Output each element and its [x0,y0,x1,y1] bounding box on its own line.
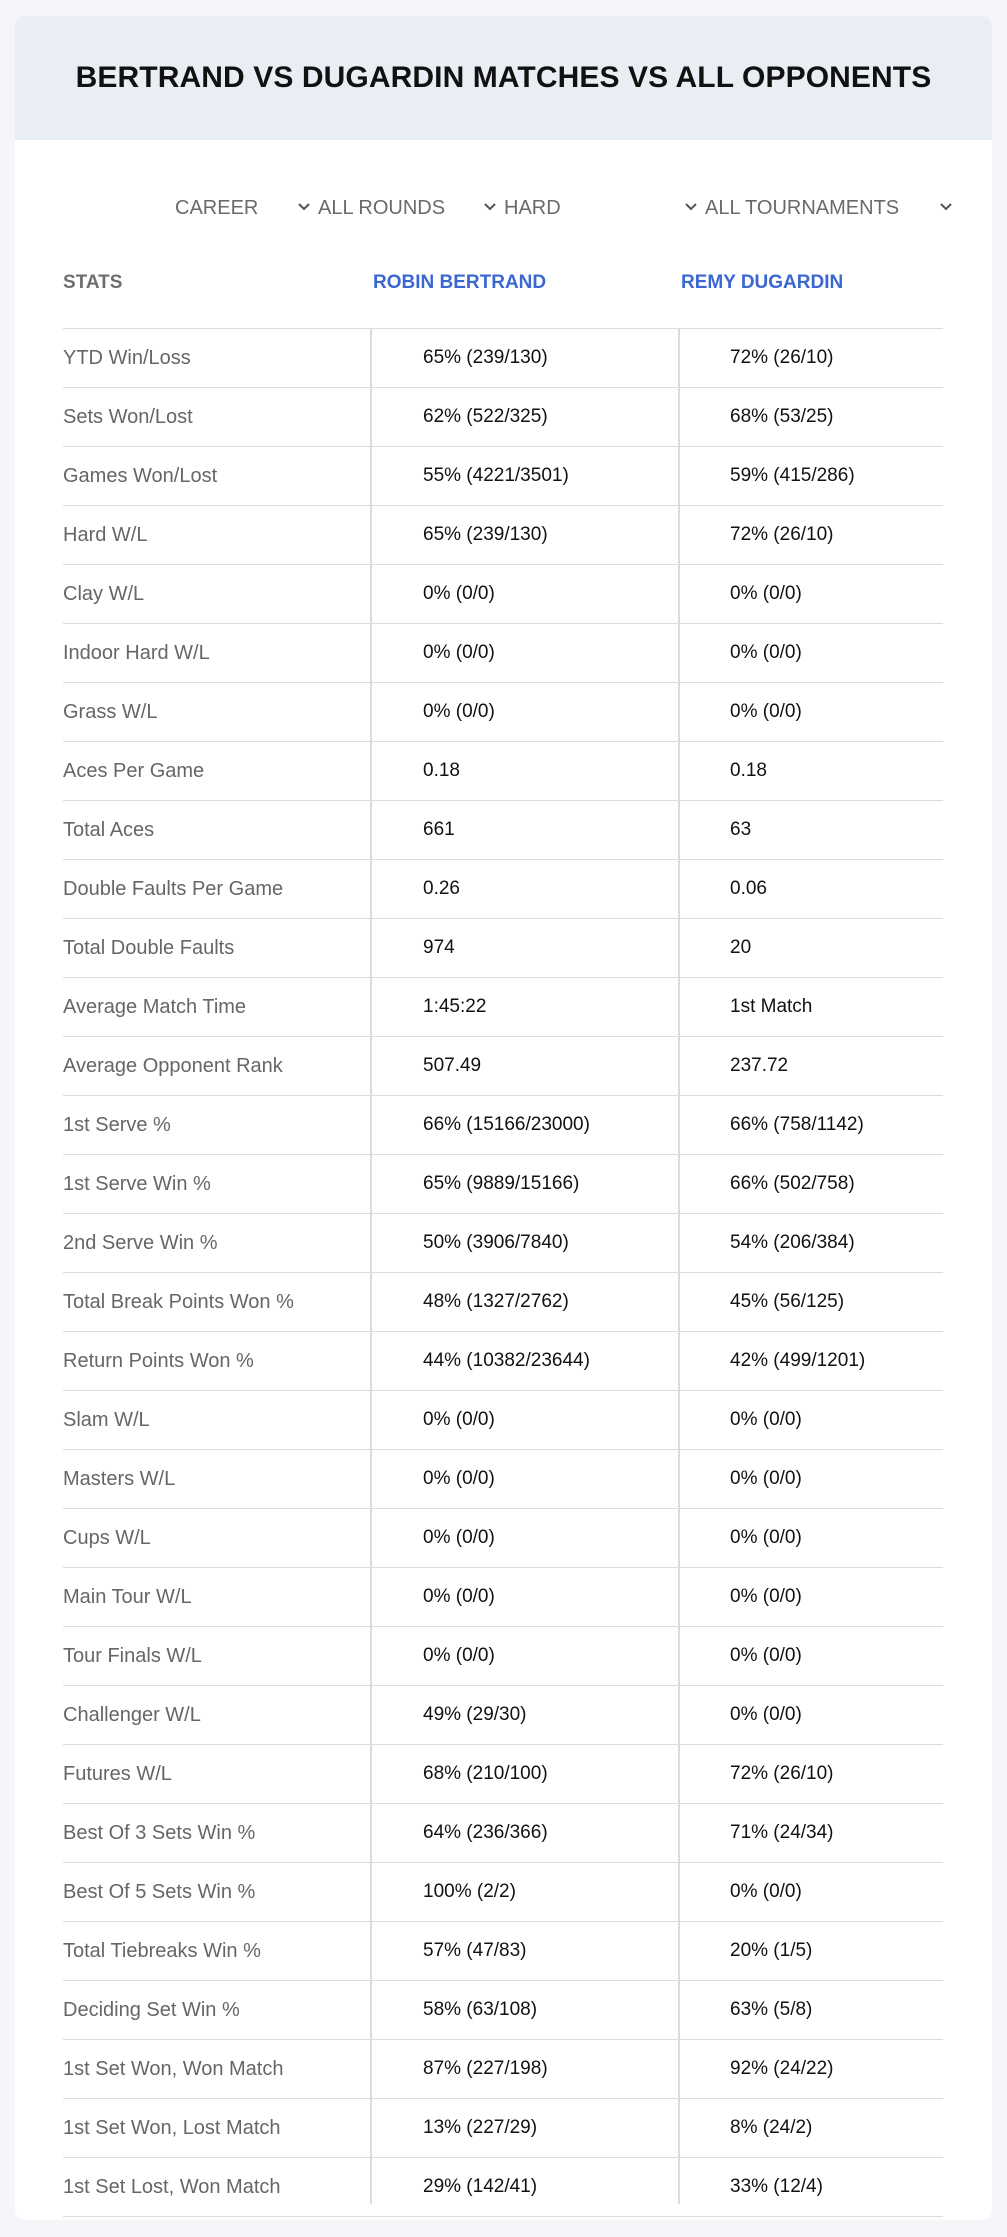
table-row [63,860,943,919]
stat-label: 1st Set Lost, Won Match [63,2176,281,2198]
player1-value: 0% (0/0) [423,1586,495,1607]
player1-value: 0% (0/0) [423,1527,495,1548]
table-row [63,1981,943,2040]
player1-value: 55% (4221/3501) [423,465,569,486]
table-row [63,1804,943,1863]
surface-select-value: HARD [504,196,561,219]
table-row [63,1568,943,1627]
player2-value: 0% (0/0) [730,1586,802,1607]
chevron-down-icon [295,198,313,216]
player2-value: 72% (26/10) [730,1763,834,1784]
table-row [63,2099,943,2158]
player2-column-header[interactable]: REMY DUGARDIN [681,272,844,293]
player2-value: 1st Match [730,996,813,1017]
player1-value: 57% (47/83) [423,1940,527,1961]
player1-value: 0.18 [423,760,460,781]
table-row [63,1627,943,1686]
player1-value: 29% (142/41) [423,2176,538,2197]
table-row [63,388,943,447]
stat-label: Main Tour W/L [63,1586,192,1608]
player2-value: 63% (5/8) [730,1999,813,2020]
player1-value: 100% (2/2) [423,1881,516,1902]
table-row [63,801,943,860]
player2-value: 54% (206/384) [730,1232,855,1253]
player2-value: 63 [730,819,752,840]
player1-value: 87% (227/198) [423,2058,548,2079]
stats-table [63,252,943,2217]
round-select[interactable] [318,188,503,228]
player1-value: 1:45:22 [423,996,487,1017]
stat-label: Aces Per Game [63,760,205,782]
player2-value: 0.06 [730,878,767,899]
table-row [63,742,943,801]
table-row [63,1155,943,1214]
player2-value: 42% (499/1201) [730,1350,866,1371]
period-select[interactable] [175,188,315,228]
player2-value: 0% (0/0) [730,701,802,722]
table-row [63,2040,943,2099]
table-row [63,506,943,565]
player1-value: 0% (0/0) [423,1645,495,1666]
stat-label: Masters W/L [63,1468,176,1490]
table-row [63,447,943,506]
stats-card [15,16,992,2220]
player1-value: 62% (522/325) [423,406,548,427]
chevron-down-icon [937,198,955,216]
chevron-down-icon [481,198,499,216]
stat-label: Challenger W/L [63,1704,201,1726]
player1-value: 65% (9889/15166) [423,1173,580,1194]
stat-label: 1st Serve % [63,1114,171,1136]
table-row [63,1863,943,1922]
player2-value: 237.72 [730,1055,789,1076]
table-row [63,919,943,978]
stat-label: Grass W/L [63,701,158,723]
player2-value: 45% (56/125) [730,1291,845,1312]
player2-value: 33% (12/4) [730,2176,823,2197]
player2-value: 0% (0/0) [730,642,802,663]
chevron-down-icon [682,198,700,216]
player2-value: 0% (0/0) [730,1409,802,1430]
player1-value: 64% (236/366) [423,1822,548,1843]
table-header [63,252,943,329]
stat-label: Indoor Hard W/L [63,642,210,664]
player2-value: 71% (24/34) [730,1822,834,1843]
stat-label: Cups W/L [63,1527,151,1549]
page-header [15,16,992,140]
stat-label: Best Of 3 Sets Win % [63,1822,256,1844]
stat-label: Total Double Faults [63,937,235,959]
player2-value: 8% (24/2) [730,2117,813,2138]
table-row [63,1273,943,1332]
player1-value: 49% (29/30) [423,1704,527,1725]
player1-value: 507.49 [423,1055,482,1076]
player2-value: 0% (0/0) [730,1468,802,1489]
player2-value: 72% (26/10) [730,347,834,368]
player1-value: 0% (0/0) [423,1409,495,1430]
player1-value: 0% (0/0) [423,583,495,604]
surface-select[interactable] [504,188,704,228]
stat-label: YTD Win/Loss [63,347,191,369]
stat-label: Average Match Time [63,996,247,1018]
player2-value: 20 [730,937,752,958]
player2-value: 68% (53/25) [730,406,834,427]
table-body [63,329,943,2217]
player2-value: 72% (26/10) [730,524,834,545]
player1-value: 50% (3906/7840) [423,1232,569,1253]
player2-value: 0% (0/0) [730,1527,802,1548]
table-row [63,1745,943,1804]
player1-value: 0% (0/0) [423,642,495,663]
player2-value: 20% (1/5) [730,1940,813,1961]
player2-value: 0.18 [730,760,767,781]
table-row [63,624,943,683]
table-row [63,683,943,742]
player1-value: 0.26 [423,878,460,899]
stat-label: Average Opponent Rank [63,1055,283,1077]
stat-label: Total Break Points Won % [63,1291,294,1313]
stat-label: Return Points Won % [63,1350,254,1372]
player1-value: 0% (0/0) [423,1468,495,1489]
player1-value: 661 [423,819,455,840]
player1-value: 44% (10382/23644) [423,1350,590,1371]
stat-label: Tour Finals W/L [63,1645,202,1667]
stat-label: Hard W/L [63,524,148,546]
round-select-value: ALL ROUNDS [318,196,446,219]
table-row [63,1450,943,1509]
tournament-select-value: ALL TOURNAMENTS [705,196,900,219]
stat-label: Total Tiebreaks Win % [63,1940,261,1962]
stat-label: Double Faults Per Game [63,878,284,900]
player1-value: 65% (239/130) [423,347,548,368]
stat-label: Total Aces [63,819,155,841]
stat-label: Best Of 5 Sets Win % [63,1881,256,1903]
player1-value: 13% (227/29) [423,2117,538,2138]
stat-label: Futures W/L [63,1763,172,1785]
player1-value: 68% (210/100) [423,1763,548,1784]
tournament-select[interactable] [705,188,963,228]
table-row [63,1214,943,1273]
table-row [63,2158,943,2217]
stat-label: 2nd Serve Win % [63,1232,218,1254]
table-row [63,1332,943,1391]
stat-label: 1st Set Won, Won Match [63,2058,284,2080]
player2-value: 66% (502/758) [730,1173,855,1194]
table-row [63,978,943,1037]
period-select-value: CAREER [175,196,259,219]
stat-label: Sets Won/Lost [63,406,193,428]
page-title: BERTRAND VS DUGARDIN MATCHES VS ALL OPPONENTS [75,61,932,94]
table-row [63,1096,943,1155]
stat-label: Slam W/L [63,1409,150,1431]
player2-value: 66% (758/1142) [730,1114,864,1135]
stats-column-header: STATS [63,272,123,293]
player1-value: 66% (15166/23000) [423,1114,590,1135]
stat-label: Clay W/L [63,583,145,605]
player1-value: 0% (0/0) [423,701,495,722]
player1-value: 48% (1327/2762) [423,1291,569,1312]
stat-label: 1st Set Won, Lost Match [63,2117,281,2139]
table-row [63,1922,943,1981]
filters-bar [15,188,992,228]
player1-column-header[interactable]: ROBIN BERTRAND [373,272,547,293]
player1-value: 974 [423,937,455,958]
player2-value: 0% (0/0) [730,1881,802,1902]
table-row [63,1686,943,1745]
player2-value: 0% (0/0) [730,583,802,604]
stat-label: Games Won/Lost [63,465,218,487]
table-row [63,1037,943,1096]
stat-label: 1st Serve Win % [63,1173,211,1195]
player2-value: 59% (415/286) [730,465,855,486]
table-row [63,1509,943,1568]
table-row [63,329,943,388]
table-row [63,1391,943,1450]
table-row [63,565,943,624]
player2-value: 0% (0/0) [730,1645,802,1666]
player1-value: 58% (63/108) [423,1999,538,2020]
player2-value: 92% (24/22) [730,2058,834,2079]
player1-value: 65% (239/130) [423,524,548,545]
player2-value: 0% (0/0) [730,1704,802,1725]
stat-label: Deciding Set Win % [63,1999,240,2021]
